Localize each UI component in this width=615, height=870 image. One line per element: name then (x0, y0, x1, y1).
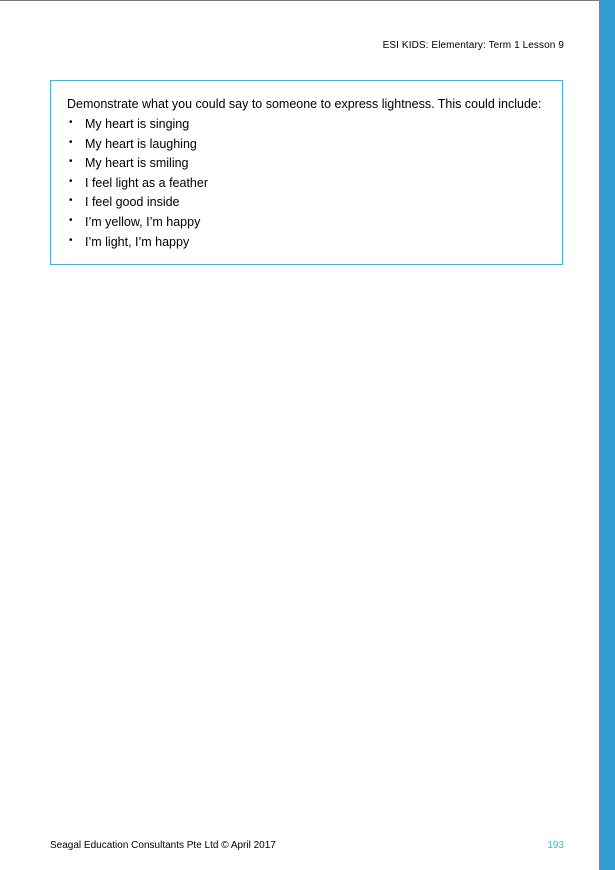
bullet-icon: • (69, 214, 73, 226)
list-item-text: I’m light, I’m happy (85, 234, 190, 249)
bullet-icon: • (69, 136, 73, 148)
list-item-text: I feel good inside (85, 195, 180, 210)
list-item (67, 193, 546, 213)
bullet-icon: • (69, 195, 73, 207)
list-item-text: I’m yellow, I’m happy (85, 214, 201, 229)
list-item-text: My heart is smiling (85, 156, 189, 171)
bullet-icon: • (69, 117, 73, 128)
bullet-icon: • (69, 234, 73, 246)
page-number: 193 (547, 840, 564, 851)
side-accent-bar (599, 0, 615, 870)
list-item-text: My heart is singing (85, 117, 190, 131)
list-item (67, 135, 546, 155)
footer-copyright: Seagal Education Consultants Pte Ltd © April 2017 (50, 840, 276, 851)
bullet-icon: • (69, 156, 73, 168)
list-item (67, 174, 546, 194)
list-item (67, 213, 546, 233)
list-item (67, 154, 546, 174)
list-item-text: My heart is laughing (85, 136, 197, 151)
list-item (67, 115, 546, 135)
activity-box (50, 80, 563, 265)
list-item-text: I feel light as a feather (85, 175, 208, 190)
activity-intro: Demonstrate what you could say to someone to express lightness. This could include: (67, 97, 542, 111)
phrase-list (67, 115, 546, 252)
list-item (67, 233, 546, 253)
running-header: ESI KIDS: Elementary: Term 1 Lesson 9 (382, 40, 564, 51)
top-rule (0, 0, 599, 1)
bullet-icon: • (69, 175, 73, 187)
